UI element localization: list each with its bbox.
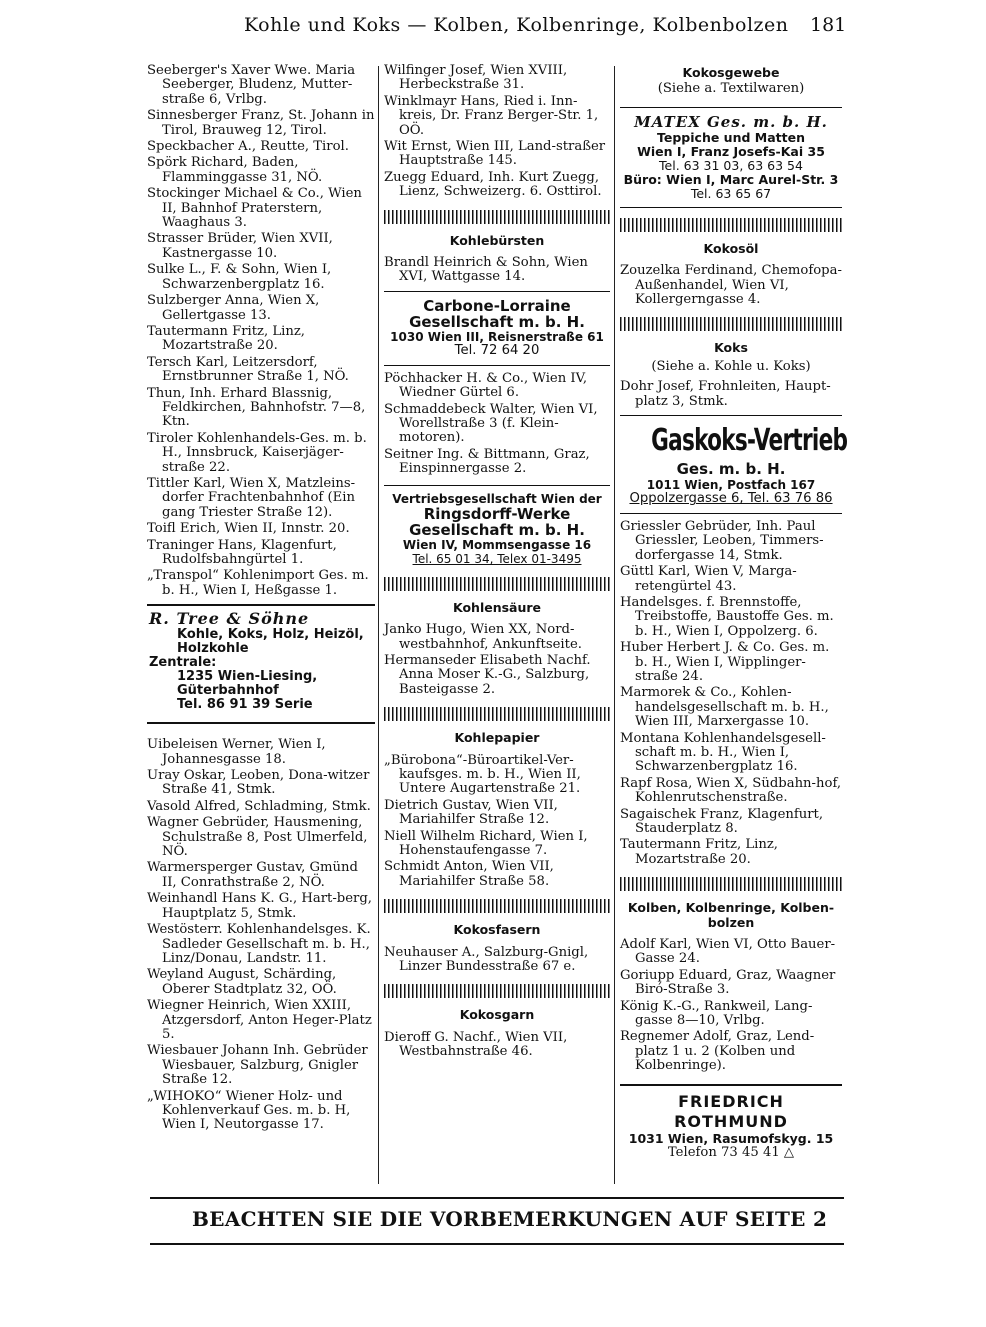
ad-tree-line: Tel. 86 91 39 Serie	[177, 697, 313, 713]
section-note: (Siehe a. Textilwaren)	[657, 81, 805, 97]
ad-line: 1011 Wien, Postfach 167	[646, 478, 816, 493]
rule	[620, 1084, 842, 1086]
list-item: Tautermann Fritz, Linz, Mozartstraße 20.	[620, 837, 778, 867]
list-item: Niell Wilhelm Richard, Wien I, Hohenstaufengasse 7.	[384, 828, 588, 859]
ad-line: Tel. 63 65 67	[690, 185, 772, 201]
ad-line: Wien I, Franz Josefs-Kai 35	[637, 143, 825, 159]
list-item: Vasold Alfred, Schladming, Stmk.	[147, 798, 371, 814]
column-2	[384, 64, 610, 1062]
list-item: Westösterr. Kohlenhandelsges. K. Sadleder Gesellschaft m. b. H., Linz/Donau, Landstr. 11.	[147, 922, 371, 966]
footer-text: BEACHTEN SIE DIE VORBEMERKUNGEN AUF SEITE 2	[192, 1207, 828, 1231]
list-item: Schmidt Anton, Wien VII, Mariahilfer Straße 58.	[384, 859, 554, 889]
ad-line: MATEX Ges. m. b. H.	[634, 112, 828, 131]
ad-line: Tel. 63 31 03, 63 63 54	[659, 157, 803, 173]
ad-carbone-lorraine	[384, 298, 610, 359]
list-item: Dietrich Gustav, Wien VII, Mariahilfer Straße 12.	[384, 797, 558, 828]
section-heading: Koks	[714, 340, 748, 356]
list-item: Dohr Josef, Frohnleiten, Haupt-platz 3, Stmk.	[620, 379, 831, 409]
list-item: Weinhandl Hans K. G., Hart-berg, Hauptplatz 5, Stmk.	[147, 891, 372, 921]
ad-line: Büro: Wien I, Marc Aurel-Str. 3	[623, 171, 839, 187]
section-heading: Kokosöl	[703, 240, 759, 256]
list-item: Wagner Gebrüder, Hausmening, Schulstraße 8, Post Ulmerfeld, NÖ.	[147, 815, 368, 860]
entry-list	[384, 623, 610, 697]
list-item: Sulke L., F. & Sohn, Wien I, Schwarzenbergplatz 16.	[147, 262, 332, 292]
ad-line: Ringsdorff-Werke	[423, 504, 571, 523]
list-item: Seitner Ing. & Bittmann, Graz, Einspinnergasse 2.	[384, 446, 590, 477]
list-item: Strasser Brüder, Wien XVII, Kastnergasse 10.	[147, 231, 333, 261]
separator-bar	[384, 899, 610, 913]
column-divider	[378, 66, 379, 1184]
list-item: Schmaddebeck Walter, Wien VI, Worellstraße 3 (f. Klein-motoren).	[384, 401, 598, 446]
separator-bar	[384, 210, 610, 224]
column-divider	[614, 66, 615, 1184]
list-item: Sagaischek Franz, Klagenfurt, Stauderplatz 8.	[620, 806, 824, 836]
ad-line: Oppolzergasse 6, Tel. 63 76 86	[629, 491, 833, 507]
entry-list	[384, 754, 610, 890]
page-header	[0, 14, 986, 44]
footer-notice	[150, 1197, 844, 1245]
ad-line: Gaskoks-Vertrieb	[651, 423, 848, 459]
list-item: Güttl Karl, Wien V, Marga-retengürtel 43.	[620, 564, 797, 594]
list-item: Toifl Erich, Wien II, Innstr. 20.	[147, 521, 350, 537]
list-item: Zuegg Eduard, Inh. Kurt Zuegg, Lienz, Schweizerg. 6. Osttirol.	[384, 169, 602, 200]
section-heading: Kokosgarn	[459, 1007, 535, 1023]
ad-line: Gesellschaft m. b. H.	[409, 312, 585, 331]
ad-line: Ges. m. b. H.	[676, 460, 786, 479]
list-item: Janko Hugo, Wien XX, Nord-westbahnhof, Ankunftseite.	[384, 622, 582, 652]
list-item: Goriupp Eduard, Graz, Waagner Biró-Straße 3.	[620, 967, 836, 998]
list-item: Winklmayr Hans, Ried i. Inn-kreis, Dr. Franz Berger-Str. 1, OÖ.	[384, 93, 599, 138]
page-title: Kohle und Koks — Kolben, Kolbenringe, Kolbenbolzen	[244, 14, 789, 36]
ad-matex	[620, 114, 842, 201]
list-item: Wiegner Heinrich, Wien XXIII, Atzgersdorf, Anton Heger-Platz 5.	[147, 998, 372, 1042]
ad-line: 1031 Wien, Rasumofskyg. 15	[628, 1130, 834, 1146]
list-item: Wilfinger Josef, Wien XVIII, Herbeckstraße 31.	[384, 63, 568, 93]
ad-line: Tel. 72 64 20	[454, 343, 540, 359]
ad-tree-line: Güterbahnhof	[177, 683, 279, 699]
entry-list	[620, 264, 842, 307]
entry-list	[620, 520, 842, 867]
list-item: Huber Herbert J. & Co. Ges. m. b. H., Wien I, Wipplinger-straße 24.	[620, 640, 830, 684]
entry-list	[384, 256, 610, 285]
list-item: Griessler Gebrüder, Inh. Paul Griessler, Leoben, Timmers-dorfergasse 14, Stmk.	[620, 518, 824, 563]
entry-list	[620, 938, 842, 1074]
section-heading: Kokosgewebe	[682, 65, 780, 80]
ad-line: Gesellschaft m. b. H.	[409, 520, 585, 539]
separator-bar	[384, 707, 610, 721]
ad-line: Vertriebsgesellschaft Wien der	[392, 491, 602, 506]
list-item: König K.-G., Rankweil, Lang-gasse 8—10, Vrlbg.	[620, 998, 813, 1029]
list-item: Wit Ernst, Wien III, Land-straßer Hauptstraße 145.	[384, 139, 606, 169]
section-note: (Siehe a. Kohle u. Koks)	[651, 358, 811, 374]
rule	[384, 485, 610, 486]
list-item: Handelsges. f. Brennstoffe, Treibstoffe, Baustoffe Ges. m. b. H., Wien I, Oppolzerg. 6.	[620, 594, 834, 639]
separator-bar	[384, 577, 610, 591]
list-item: Weyland August, Schärding, Oberer Stadtplatz 32, OÖ.	[147, 967, 337, 997]
ad-tree	[147, 609, 375, 713]
list-item: Brandl Heinrich & Sohn, Wien XVI, Wattgasse 14.	[384, 255, 588, 285]
separator-bar	[620, 218, 842, 232]
rule	[384, 365, 610, 366]
list-item: „Transpol“ Kohlenimport Ges. m. b. H., Wien I, Heßgasse 1.	[147, 568, 369, 598]
list-item: Uray Oskar, Leoben, Dona-witzer Straße 41, Stmk.	[147, 768, 370, 798]
list-item: Sulzberger Anna, Wien X, Gellertgasse 13.	[147, 293, 320, 323]
list-item: Sinnesberger Franz, St. Johann in Tirol, Brauweg 12, Tirol.	[147, 108, 375, 138]
rule	[147, 604, 375, 606]
list-item: Hermanseder Elisabeth Nachf. Anna Moser K.-G., Salzburg, Basteigasse 2.	[384, 652, 591, 697]
section-heading: Kohlensäure	[452, 599, 542, 615]
rule	[384, 291, 610, 292]
rule	[620, 207, 842, 208]
ad-line: Teppiche und Matten	[657, 129, 805, 145]
list-item: Seeberger's Xaver Wwe. Maria Seeberger, Bludenz, Mutter-straße 6, Vrlbg.	[147, 63, 356, 107]
list-item: Regnemer Adolf, Graz, Lend-platz 1 u. 2 (Kolben und Kolbenringe).	[620, 1029, 815, 1074]
page-number: 181	[810, 14, 847, 36]
ad-line: Wien IV, Mommsengasse 16	[402, 537, 592, 552]
section-heading: Kohlepapier	[454, 730, 540, 746]
section-heading: Kohlebürsten	[449, 232, 545, 248]
section-heading: Kolben, Kolbenringe, Kolben-bolzen	[627, 900, 835, 930]
list-item: Tautermann Fritz, Linz, Mozartstraße 20.	[147, 323, 305, 354]
ad-line: 1030 Wien III, Reisnerstraße 61	[390, 329, 604, 344]
list-item: Thun, Inh. Erhard Blassnig, Feldkirchen, Bahnhofstr. 7—8, Ktn.	[147, 385, 366, 430]
entry-list	[384, 1031, 610, 1060]
list-item: Tittler Karl, Wien X, Matzleins-dorfer Frachtenbahnhof (Ein gang Triester Straße 12).	[147, 475, 356, 520]
list-item: Zouzelka Ferdinand, Chemofopa-Außenhandel, Wien VI, Kollergerngasse 4.	[620, 263, 842, 308]
list-item: Montana Kohlenhandelsgesell-schaft m. b. H., Wien I, Schwarzenbergplatz 16.	[620, 730, 826, 775]
list-item: Stockinger Michael & Co., Wien II, Bahnhof Praterstern, Waaghaus 3.	[147, 186, 362, 231]
ad-tree-line: Holzkohle	[177, 641, 249, 657]
list-item: Warmersperger Gustav, Gmünd II, Conrathstraße 2, NÖ.	[147, 860, 358, 890]
ad-ringsdorff	[384, 492, 610, 567]
ad-line: Tel. 65 01 34, Telex 01-3495	[412, 552, 582, 567]
ad-tree-name: R. Tree & Söhne	[149, 609, 310, 629]
entry-list	[620, 380, 842, 409]
ad-line: Carbone-Lorraine	[423, 296, 571, 315]
list-item: „Bürobona“-Büroartikel-Ver-kaufsges. m. b. H., Wien II, Untere Augartenstraße 21.	[384, 752, 581, 797]
list-item: Pöchhacker H. & Co., Wien IV, Wiedner Gürtel 6.	[384, 370, 588, 401]
list-item: Adolf Karl, Wien VI, Otto Bauer-Gasse 24.	[620, 937, 836, 967]
ad-tree-line: Kohle, Koks, Holz, Heizöl,	[177, 627, 364, 643]
ad-tree-label: Zentrale:	[149, 655, 217, 671]
separator-bar	[620, 877, 842, 891]
rule	[620, 513, 842, 514]
rule	[147, 722, 375, 724]
list-item: Marmorek & Co., Kohlen-handelsgesellschaft m. b. H., Wien III, Marxergasse 10.	[620, 685, 829, 730]
entry-list	[384, 946, 610, 975]
column-3	[620, 64, 848, 1161]
list-item: Neuhauser A., Salzburg-Gnigl, Linzer Bundesstraße 67 e.	[384, 944, 589, 975]
list-item: Rapf Rosa, Wien X, Südbahn-hof, Kohlenrutschenstraße.	[620, 775, 842, 806]
list-item: Tersch Karl, Leitzersdorf, Ernstbrunner Straße 1, NÖ.	[147, 354, 349, 385]
entry-list	[147, 64, 375, 598]
entry-list	[384, 64, 610, 200]
rule	[620, 107, 842, 108]
ad-rothmund	[620, 1092, 842, 1161]
list-item: „WIHOKO“ Wiener Holz- und Kohlenverkauf Ges. m. b. H, Wien I, Neutorgasse 17.	[147, 1088, 351, 1133]
section-heading: Kokosfasern	[453, 922, 541, 938]
ad-line: Telefon 73 45 41 △	[667, 1145, 795, 1161]
list-item: Traninger Hans, Klagenfurt, Rudolfsbahngürtel 1.	[147, 537, 337, 567]
list-item: Dieroff G. Nachf., Wien VII, Westbahnstraße 46.	[384, 1029, 568, 1060]
rule	[620, 415, 842, 416]
list-item: Tiroler Kohlenhandels-Ges. m. b. H., Innsbruck, Kaiserjäger-straße 22.	[147, 430, 367, 475]
list-item: Uibeleisen Werner, Wien I, Johannesgasse 18.	[147, 737, 326, 767]
ad-gaskoks	[620, 422, 848, 507]
entry-list	[147, 738, 375, 1133]
list-item: Speckbacher A., Reutte, Tirol.	[147, 139, 349, 155]
ad-tree-line: 1235 Wien-Liesing,	[177, 669, 318, 685]
entry-list	[384, 372, 610, 477]
column-1	[147, 64, 375, 1135]
list-item: Wiesbauer Johann Inh. Gebrüder Wiesbauer, Salzburg, Gnigler Straße 12.	[147, 1043, 368, 1088]
separator-bar	[384, 984, 610, 998]
ad-line: FRIEDRICH ROTHMUND	[674, 1091, 788, 1131]
separator-bar	[620, 317, 842, 331]
list-item: Spörk Richard, Baden, Flamminggasse 31, NÖ.	[147, 155, 323, 185]
